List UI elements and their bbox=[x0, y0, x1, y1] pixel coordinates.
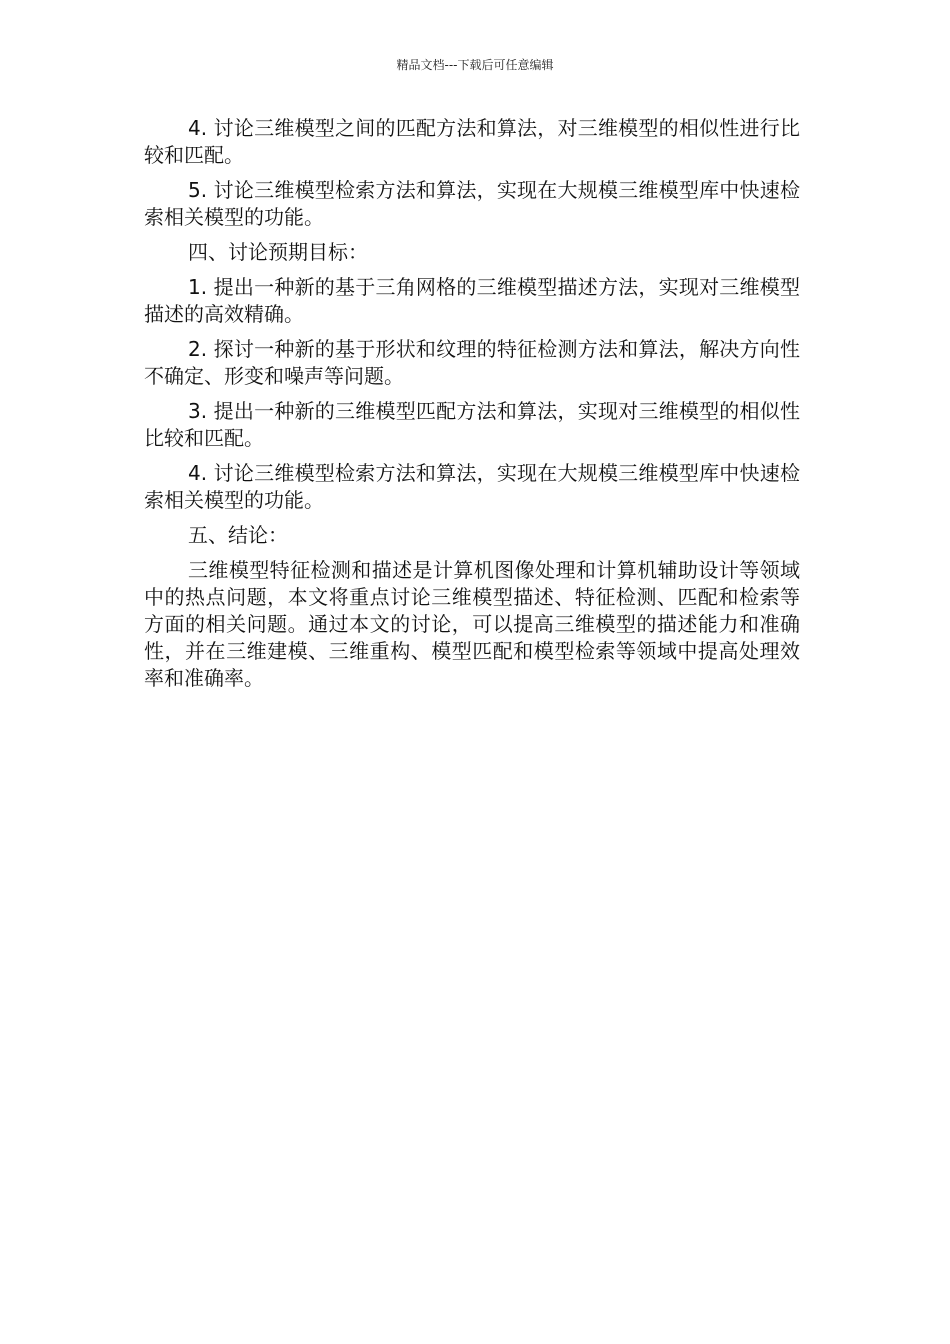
goal-item-matching: 3. 提出一种新的三维模型匹配方法和算法，实现对三维模型的相似性比较和匹配。 bbox=[144, 399, 800, 450]
document-body bbox=[144, 115, 800, 700]
conclusion-paragraph: 三维模型特征检测和描述是计算机图像处理和计算机辅助设计等领域中的热点问题，本文将重点讨论三维模型描述、特征检测、匹配和检索等方面的相关问题。通过本文的讨论，可以提高三维模型的描述能力和准确性，并在三维建模、三维重构、模型匹配和模型检索等领域中提高处理效率和准确率。 bbox=[144, 558, 800, 690]
goal-item-retrieval: 4. 讨论三维模型检索方法和算法，实现在大规模三维模型库中快速检索相关模型的功能。 bbox=[144, 461, 800, 512]
section-heading-conclusion: 五、结论： bbox=[188, 523, 288, 547]
goal-item-description: 1. 提出一种新的基于三角网格的三维模型描述方法，实现对三维模型描述的高效精确。 bbox=[144, 275, 800, 326]
list-item-discuss-retrieval: 5. 讨论三维模型检索方法和算法，实现在大规模三维模型库中快速检索相关模型的功能。 bbox=[144, 178, 800, 229]
list-item-discuss-matching: 4. 讨论三维模型之间的匹配方法和算法，对三维模型的相似性进行比较和匹配。 bbox=[144, 116, 800, 167]
goal-item-feature-detection: 2. 探讨一种新的基于形状和纹理的特征检测方法和算法，解决方向性不确定、形变和噪声等问题。 bbox=[144, 337, 800, 388]
section-heading-goals: 四、讨论预期目标： bbox=[188, 240, 368, 264]
page-header: 精品文档---下载后可任意编辑 bbox=[396, 58, 554, 72]
